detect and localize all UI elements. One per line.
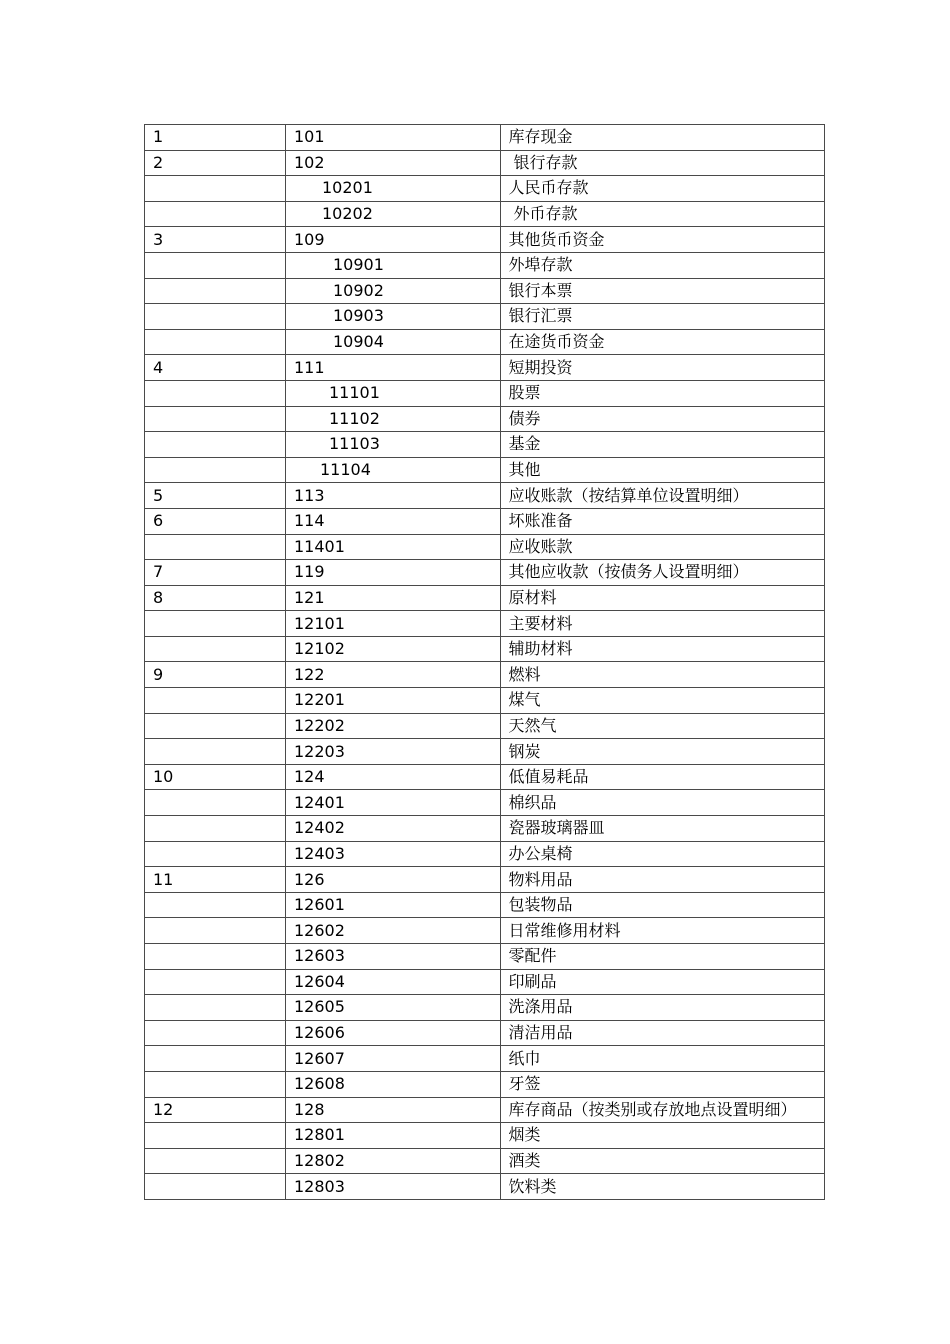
seq-cell: 9 [145, 662, 286, 688]
code-cell: 12607 [285, 1046, 500, 1072]
seq-cell: 11 [145, 867, 286, 893]
table-row [145, 252, 825, 278]
name-cell: 原材料 [500, 585, 824, 611]
name-cell: 其他 [500, 457, 824, 483]
name-cell: 纸巾 [500, 1046, 824, 1072]
seq-cell [145, 790, 286, 816]
seq-cell [145, 739, 286, 765]
table-row [145, 125, 825, 151]
table-row [145, 304, 825, 330]
code-cell: 10902 [285, 278, 500, 304]
seq-cell [145, 1123, 286, 1149]
seq-cell [145, 432, 286, 458]
seq-cell: 10 [145, 764, 286, 790]
name-cell: 煤气 [500, 688, 824, 714]
name-cell: 人民币存款 [500, 176, 824, 202]
seq-cell [145, 816, 286, 842]
table-row [145, 1046, 825, 1072]
seq-cell [145, 457, 286, 483]
code-cell: 12201 [285, 688, 500, 714]
name-cell: 低值易耗品 [500, 764, 824, 790]
table-row [145, 227, 825, 253]
code-cell: 11104 [285, 457, 500, 483]
code-cell: 12606 [285, 1020, 500, 1046]
code-cell: 12601 [285, 892, 500, 918]
table-row [145, 1148, 825, 1174]
table-row [145, 1123, 825, 1149]
seq-cell [145, 1148, 286, 1174]
code-cell: 121 [285, 585, 500, 611]
table-row [145, 585, 825, 611]
table-row [145, 329, 825, 355]
name-cell: 基金 [500, 432, 824, 458]
name-cell: 库存商品（按类别或存放地点设置明细） [500, 1097, 824, 1123]
code-cell: 11101 [285, 380, 500, 406]
seq-cell [145, 969, 286, 995]
code-cell: 122 [285, 662, 500, 688]
name-cell: 酒类 [500, 1148, 824, 1174]
code-cell: 12403 [285, 841, 500, 867]
name-cell: 其他货币资金 [500, 227, 824, 253]
name-cell: 主要材料 [500, 611, 824, 637]
table-row [145, 150, 825, 176]
name-cell: 应收账款 [500, 534, 824, 560]
seq-cell [145, 201, 286, 227]
code-cell: 113 [285, 483, 500, 509]
seq-cell [145, 406, 286, 432]
table-row [145, 380, 825, 406]
seq-cell: 5 [145, 483, 286, 509]
seq-cell: 7 [145, 560, 286, 586]
seq-cell [145, 534, 286, 560]
code-cell: 11102 [285, 406, 500, 432]
code-cell: 12802 [285, 1148, 500, 1174]
code-cell: 102 [285, 150, 500, 176]
seq-cell: 6 [145, 508, 286, 534]
code-cell: 11401 [285, 534, 500, 560]
seq-cell [145, 892, 286, 918]
seq-cell [145, 252, 286, 278]
code-cell: 12203 [285, 739, 500, 765]
seq-cell: 3 [145, 227, 286, 253]
code-cell: 124 [285, 764, 500, 790]
code-cell: 114 [285, 508, 500, 534]
code-cell: 10903 [285, 304, 500, 330]
table-row [145, 995, 825, 1021]
name-cell: 燃料 [500, 662, 824, 688]
name-cell: 钢炭 [500, 739, 824, 765]
name-cell: 办公桌椅 [500, 841, 824, 867]
table-row [145, 969, 825, 995]
name-cell: 应收账款（按结算单位设置明细） [500, 483, 824, 509]
seq-cell [145, 1020, 286, 1046]
name-cell: 棉织品 [500, 790, 824, 816]
table-row [145, 1020, 825, 1046]
code-cell: 12202 [285, 713, 500, 739]
table-row [145, 457, 825, 483]
name-cell: 坏账准备 [500, 508, 824, 534]
name-cell: 外币存款 [500, 201, 824, 227]
table-row [145, 508, 825, 534]
table-row [145, 816, 825, 842]
table-row [145, 944, 825, 970]
code-cell: 11103 [285, 432, 500, 458]
seq-cell [145, 995, 286, 1021]
seq-cell [145, 918, 286, 944]
seq-cell [145, 278, 286, 304]
table-row [145, 1174, 825, 1200]
table-row [145, 636, 825, 662]
table-row [145, 560, 825, 586]
code-cell: 12803 [285, 1174, 500, 1200]
code-cell: 111 [285, 355, 500, 381]
seq-cell [145, 944, 286, 970]
table-row [145, 688, 825, 714]
table-row [145, 534, 825, 560]
name-cell: 在途货币资金 [500, 329, 824, 355]
code-cell: 12401 [285, 790, 500, 816]
code-cell: 109 [285, 227, 500, 253]
seq-cell: 2 [145, 150, 286, 176]
name-cell: 债券 [500, 406, 824, 432]
name-cell: 日常维修用材料 [500, 918, 824, 944]
table-row [145, 201, 825, 227]
table-row [145, 892, 825, 918]
code-cell: 128 [285, 1097, 500, 1123]
table-row [145, 764, 825, 790]
code-cell: 12603 [285, 944, 500, 970]
name-cell: 银行存款 [500, 150, 824, 176]
seq-cell [145, 1071, 286, 1097]
name-cell: 瓷器玻璃器皿 [500, 816, 824, 842]
code-cell: 12402 [285, 816, 500, 842]
name-cell: 短期投资 [500, 355, 824, 381]
code-cell: 101 [285, 125, 500, 151]
table-row [145, 790, 825, 816]
table-row [145, 611, 825, 637]
table-row [145, 713, 825, 739]
table-row [145, 1071, 825, 1097]
code-cell: 12102 [285, 636, 500, 662]
name-cell: 烟类 [500, 1123, 824, 1149]
code-cell: 119 [285, 560, 500, 586]
seq-cell [145, 688, 286, 714]
table-row [145, 841, 825, 867]
account-rows [145, 125, 825, 1200]
name-cell: 库存现金 [500, 125, 824, 151]
code-cell: 12605 [285, 995, 500, 1021]
name-cell: 股票 [500, 380, 824, 406]
table-row [145, 918, 825, 944]
seq-cell [145, 304, 286, 330]
table-row [145, 867, 825, 893]
seq-cell [145, 1046, 286, 1072]
seq-cell [145, 329, 286, 355]
seq-cell: 1 [145, 125, 286, 151]
seq-cell: 12 [145, 1097, 286, 1123]
table-row [145, 355, 825, 381]
seq-cell [145, 1174, 286, 1200]
code-cell: 126 [285, 867, 500, 893]
code-cell: 10201 [285, 176, 500, 202]
name-cell: 印刷品 [500, 969, 824, 995]
table-row [145, 278, 825, 304]
name-cell: 物料用品 [500, 867, 824, 893]
table-row [145, 176, 825, 202]
name-cell: 银行汇票 [500, 304, 824, 330]
code-cell: 12608 [285, 1071, 500, 1097]
name-cell: 洗涤用品 [500, 995, 824, 1021]
seq-cell [145, 380, 286, 406]
name-cell: 天然气 [500, 713, 824, 739]
seq-cell [145, 713, 286, 739]
name-cell: 外埠存款 [500, 252, 824, 278]
table-row [145, 432, 825, 458]
table-row [145, 406, 825, 432]
code-cell: 12101 [285, 611, 500, 637]
code-cell: 10901 [285, 252, 500, 278]
name-cell: 饮料类 [500, 1174, 824, 1200]
seq-cell: 8 [145, 585, 286, 611]
code-cell: 10904 [285, 329, 500, 355]
table-row [145, 739, 825, 765]
name-cell: 辅助材料 [500, 636, 824, 662]
seq-cell [145, 176, 286, 202]
table-row [145, 662, 825, 688]
account-code-table [144, 124, 825, 1200]
code-cell: 12801 [285, 1123, 500, 1149]
table-row [145, 483, 825, 509]
name-cell: 牙签 [500, 1071, 824, 1097]
name-cell: 零配件 [500, 944, 824, 970]
code-cell: 12604 [285, 969, 500, 995]
name-cell: 包装物品 [500, 892, 824, 918]
seq-cell [145, 841, 286, 867]
seq-cell [145, 611, 286, 637]
table-row [145, 1097, 825, 1123]
code-cell: 10202 [285, 201, 500, 227]
seq-cell: 4 [145, 355, 286, 381]
name-cell: 银行本票 [500, 278, 824, 304]
code-cell: 12602 [285, 918, 500, 944]
name-cell: 清洁用品 [500, 1020, 824, 1046]
seq-cell [145, 636, 286, 662]
name-cell: 其他应收款（按债务人设置明细） [500, 560, 824, 586]
